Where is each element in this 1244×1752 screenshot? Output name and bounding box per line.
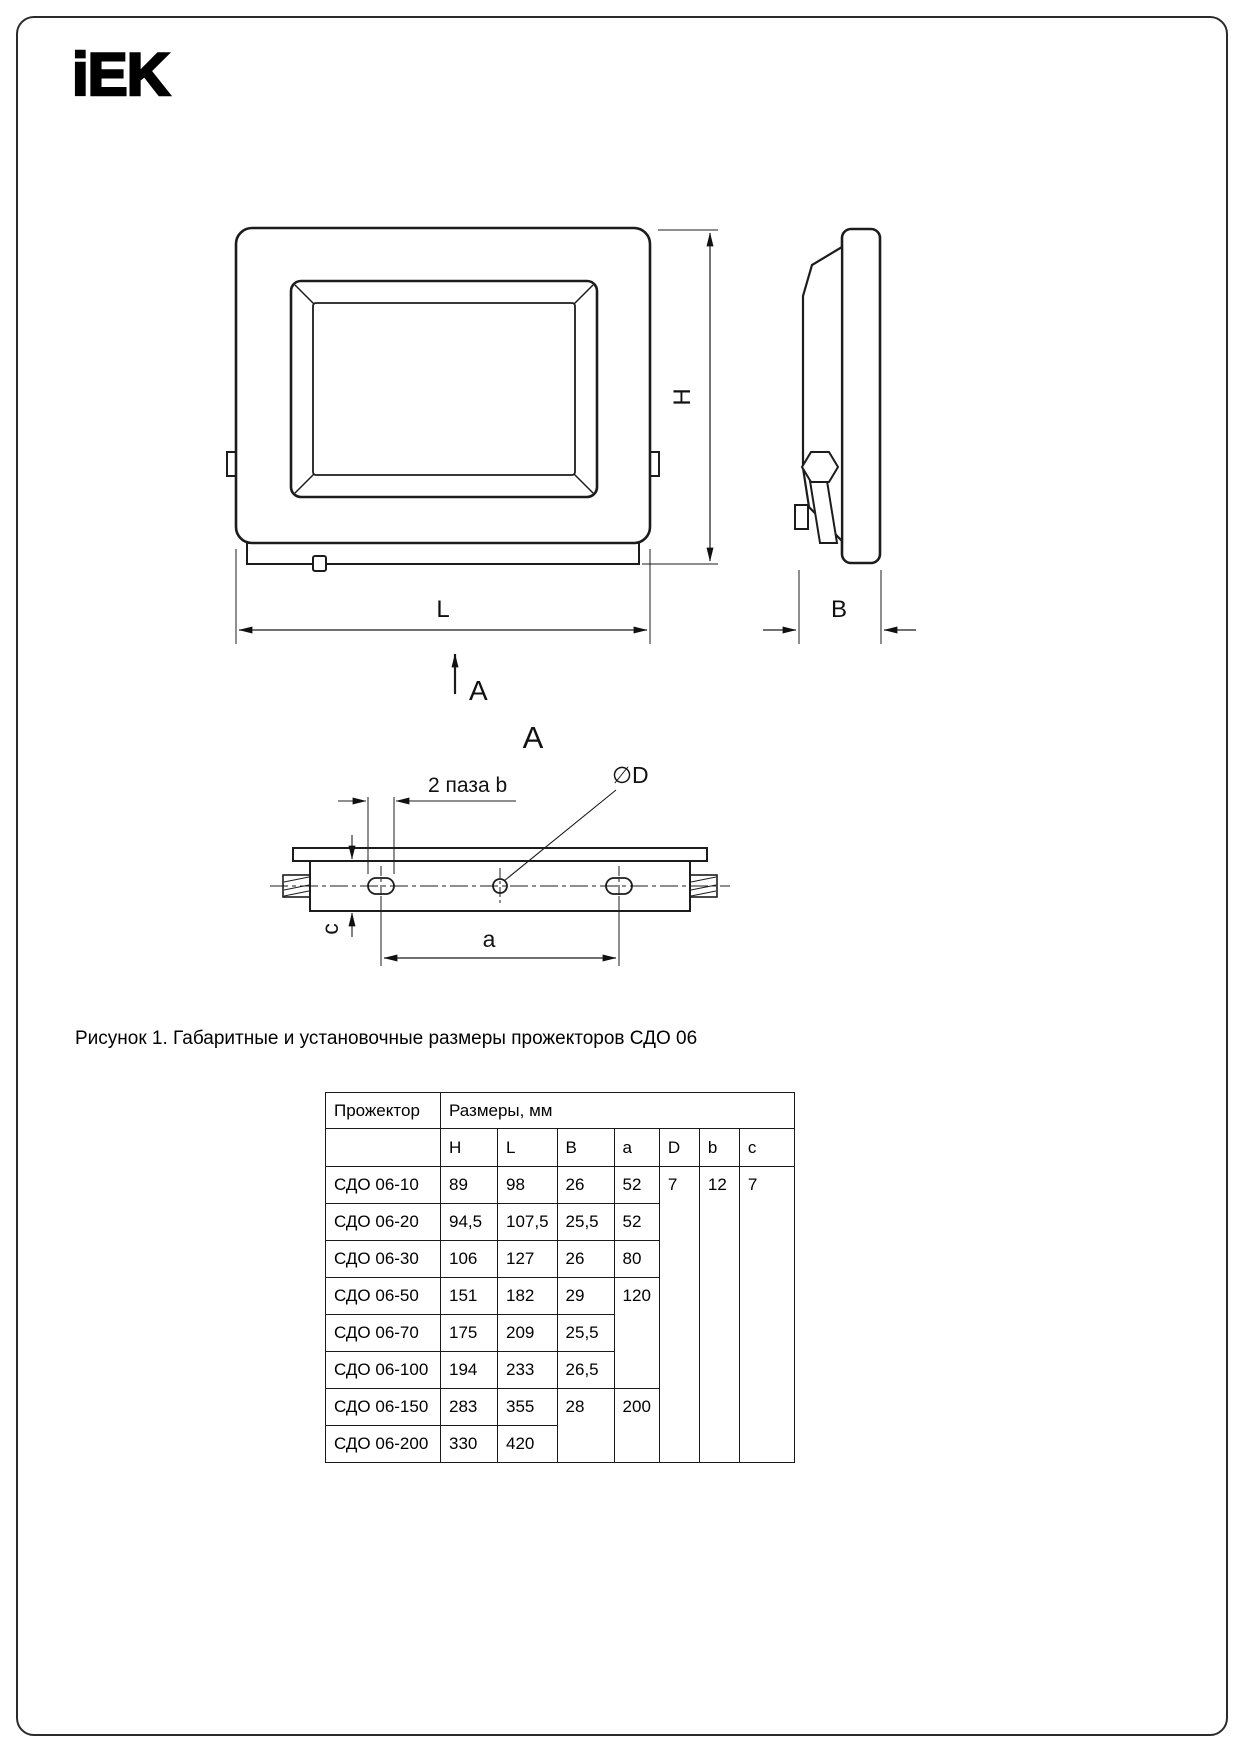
dimension-value-cell: 355: [498, 1389, 558, 1426]
right-mount-tab: [650, 452, 659, 476]
model-name-cell: СДО 06-100: [326, 1352, 441, 1389]
model-name-cell: СДО 06-30: [326, 1241, 441, 1278]
model-name-cell: СДО 06-150: [326, 1389, 441, 1426]
dimension-value-cell: 12: [699, 1167, 739, 1463]
sub-header-cell: c: [739, 1129, 794, 1167]
dimension-a: [381, 896, 619, 966]
dimension-value-cell: 7: [739, 1167, 794, 1463]
side-view: [795, 229, 880, 563]
dim-label-H: H: [669, 388, 696, 406]
table-subheader-row: [326, 1129, 795, 1167]
section-title: A: [522, 720, 544, 755]
table-row: [326, 1167, 795, 1204]
diameter-leader-line: [504, 790, 616, 881]
dimension-value-cell: 25,5: [557, 1204, 614, 1241]
model-name-cell: СДО 06-10: [326, 1167, 441, 1204]
sub-header-cell: B: [557, 1129, 614, 1167]
dimension-value-cell: 7: [659, 1167, 699, 1463]
floodlight-bezel: [291, 281, 597, 497]
dim-label-B: B: [830, 596, 848, 623]
sub-header-cell: D: [659, 1129, 699, 1167]
sub-header-cell: H: [441, 1129, 498, 1167]
bracket-knob: [313, 556, 326, 571]
dimension-value-cell: 26,5: [557, 1352, 614, 1389]
dim-label-slots: 2 паза b: [428, 774, 508, 797]
model-name-cell: СДО 06-200: [326, 1426, 441, 1463]
side-back-panel: [842, 229, 880, 563]
side-bracket-bolt: [802, 452, 838, 482]
dimension-value-cell: 175: [441, 1315, 498, 1352]
side-foot: [795, 505, 808, 529]
dim-slots-extension-lines: [368, 797, 394, 874]
dimension-value-cell: 420: [498, 1426, 558, 1463]
dim-label-L: L: [436, 596, 450, 623]
table-header-row: [326, 1093, 795, 1129]
front-view: [227, 228, 659, 571]
dimension-value-cell: 200: [614, 1389, 659, 1463]
dimension-value-cell: 26: [557, 1167, 614, 1204]
section-view: [270, 790, 730, 911]
dimension-value-cell: 107,5: [498, 1204, 558, 1241]
dimension-value-cell: 209: [498, 1315, 558, 1352]
dim-label-diameter: ∅D: [612, 762, 649, 788]
dimension-value-cell: 52: [614, 1204, 659, 1241]
floodlight-glass: [313, 303, 575, 475]
left-mount-tab: [227, 452, 236, 476]
section-top-plate: [293, 848, 707, 861]
dimension-value-cell: 29: [557, 1278, 614, 1315]
dimension-value-cell: 151: [441, 1278, 498, 1315]
sub-header-cell: L: [498, 1129, 558, 1167]
dimension-value-cell: 98: [498, 1167, 558, 1204]
model-name-cell: СДО 06-70: [326, 1315, 441, 1352]
dimensions-table: [325, 1092, 795, 1463]
mount-bracket: [247, 543, 639, 564]
dimension-value-cell: 89: [441, 1167, 498, 1204]
dimension-value-cell: 28: [557, 1389, 614, 1463]
section-arrow-label: A: [469, 675, 488, 706]
model-name-cell: СДО 06-20: [326, 1204, 441, 1241]
dimension-value-cell: 330: [441, 1426, 498, 1463]
dim-label-a: a: [482, 926, 496, 952]
dim-label-c: c: [317, 923, 343, 935]
dimensions-table-body: [326, 1167, 795, 1463]
dimension-value-cell: 26: [557, 1241, 614, 1278]
dimension-slots: [338, 797, 516, 874]
col-header-projector: Прожектор: [326, 1093, 441, 1129]
dimension-value-cell: 182: [498, 1278, 558, 1315]
model-name-cell: СДО 06-50: [326, 1278, 441, 1315]
dimension-value-cell: 94,5: [441, 1204, 498, 1241]
dimension-value-cell: 25,5: [557, 1315, 614, 1352]
empty-header-cell: [326, 1129, 441, 1167]
bezel-corner-lines: [295, 285, 593, 493]
dim-a-extension-lines: [381, 896, 619, 966]
dimension-value-cell: 120: [614, 1278, 659, 1389]
col-header-sizes: Размеры, мм: [441, 1093, 795, 1129]
sub-header-cell: b: [699, 1129, 739, 1167]
dimension-value-cell: 106: [441, 1241, 498, 1278]
iek-logo: iEK: [72, 41, 170, 108]
dimension-value-cell: 80: [614, 1241, 659, 1278]
dimension-value-cell: 283: [441, 1389, 498, 1426]
dimension-value-cell: 127: [498, 1241, 558, 1278]
dimension-value-cell: 194: [441, 1352, 498, 1389]
figure-caption: Рисунок 1. Габаритные и установочные размеры прожекторов СДО 06: [75, 1028, 698, 1049]
dimension-value-cell: 52: [614, 1167, 659, 1204]
dimension-value-cell: 233: [498, 1352, 558, 1389]
sub-header-cell: a: [614, 1129, 659, 1167]
